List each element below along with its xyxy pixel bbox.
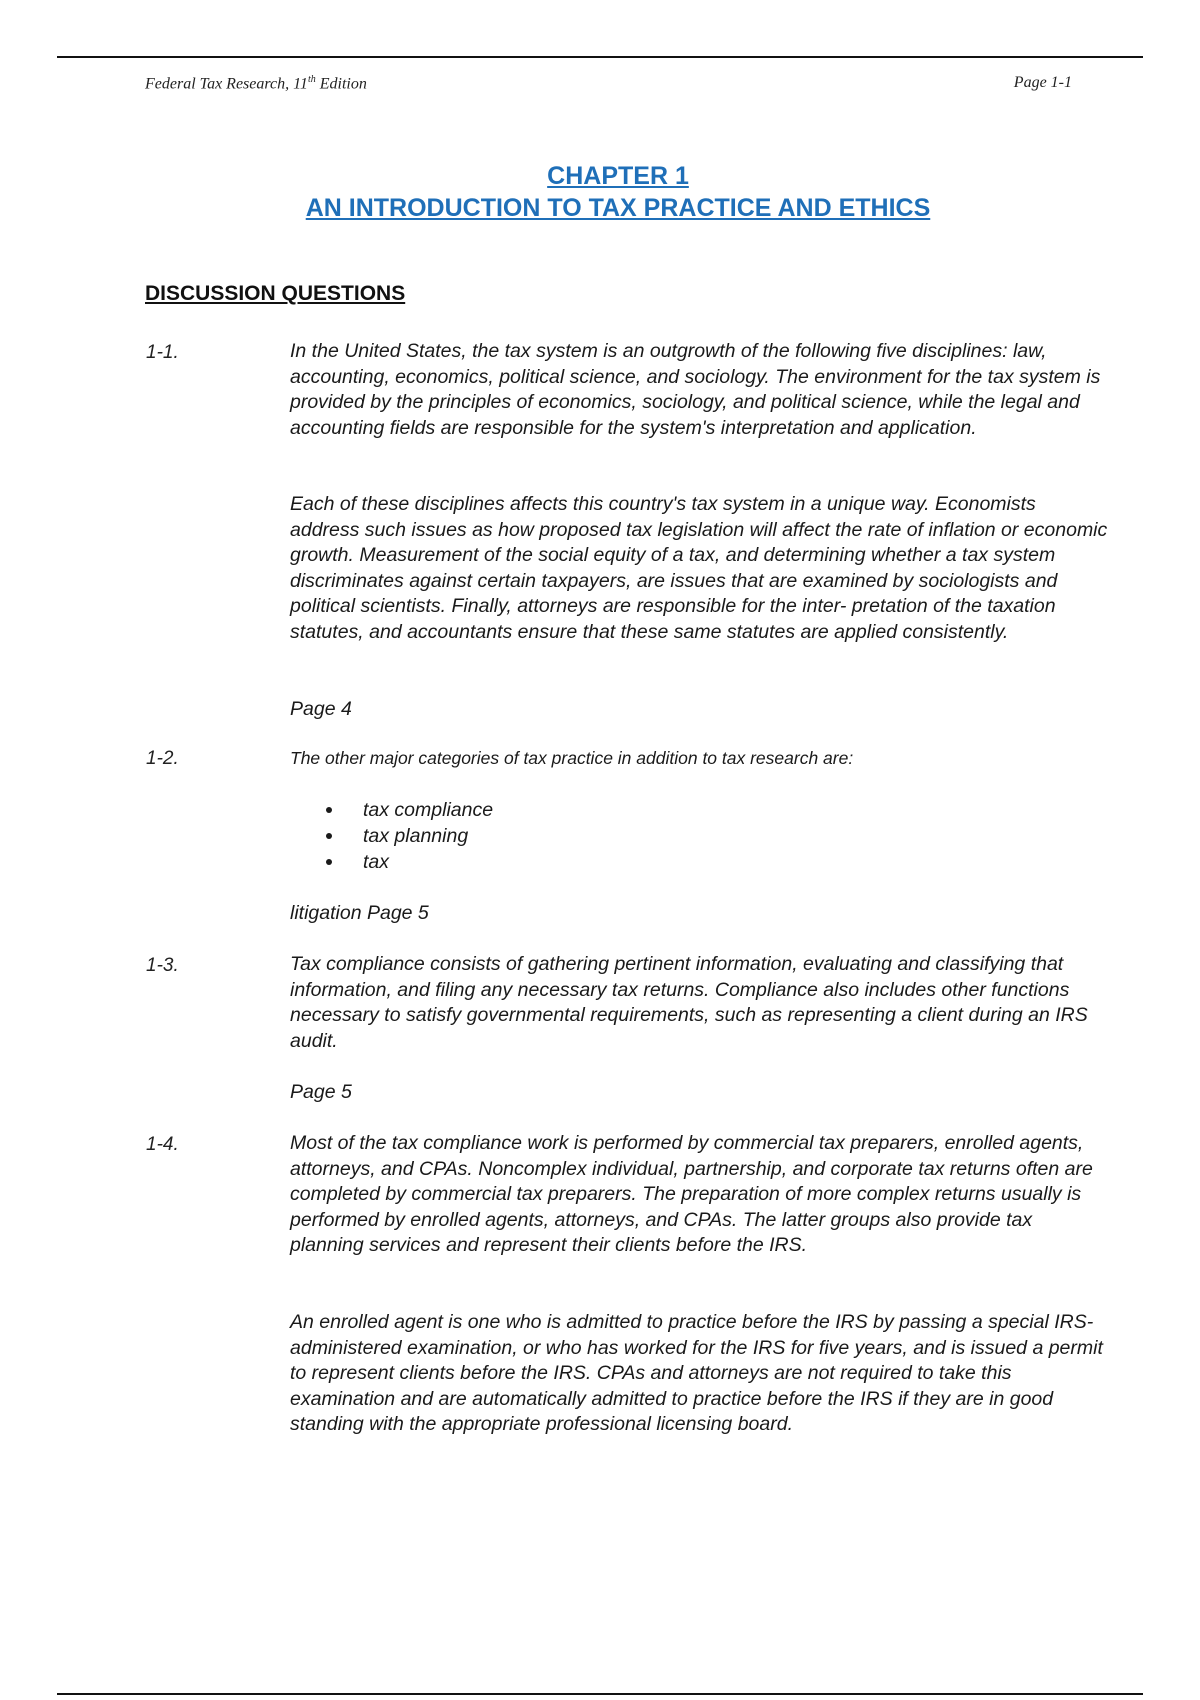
question-1-1-paragraph-2: Each of these disciplines affects this country's tax system in a unique way. Economists address such issues as how proposed tax legislation will affect the rate of inflation or economic growth. Measurement of the social equity of a tax, and determining whether a tax system discriminates against certain taxpayers, are issues that are examined by sociologists and political scientists. Finally, attorneys are responsible for the inter- pretation of the taxation statutes, and accountants ensure that these same statutes are applied consistently. (290, 493, 1108, 643)
running-header-book-title (145, 74, 367, 93)
bullet-text: tax (363, 851, 390, 873)
question-1-3-page-ref: Page 5 (290, 1081, 352, 1103)
question-1-2-page-ref: litigation Page 5 (290, 902, 429, 924)
top-rule (57, 56, 1143, 58)
list-item (290, 797, 493, 823)
question-1-2-bullet-list (290, 797, 493, 875)
section-heading: DISCUSSION QUESTIONS (145, 282, 406, 305)
bullet-dot-icon (326, 859, 332, 865)
bullet-text: tax compliance (363, 799, 494, 821)
bullet-dot-icon (326, 833, 332, 839)
book-title-sup: th (307, 74, 316, 85)
question-1-4-paragraph-1: Most of the tax compliance work is performed by commercial tax preparers, enrolled agents, attorneys, and CPAs. Noncomplex individual, partnership, and corporate tax returns often are completed by commercial tax preparers. The preparation of more complex returns usually is performed by enrolled agents, attorneys, and CPAs. The latter groups also provide tax planning services and represent their clients before the IRS. (290, 1132, 1093, 1256)
question-number-1-1: 1-1. (146, 342, 179, 363)
bullet-dot-icon (326, 807, 332, 813)
question-number-1-4: 1-4. (146, 1134, 179, 1155)
book-title-text: Federal Tax Research, 11 (145, 75, 308, 93)
question-number-1-3: 1-3. (146, 955, 179, 976)
bottom-rule (57, 1693, 1143, 1695)
question-1-1-paragraph-1: In the United States, the tax system is an outgrowth of the following five disciplines: law, accounting, economics, political science, and sociology. The environment for the tax system is provided by the principles of economics, sociology, and political science, while the legal and accounting fields are responsible for the system's interpretation and application. (290, 340, 1101, 439)
question-1-4-paragraph-2: An enrolled agent is one who is admitted to practice before the IRS by passing a special IRS-administered examination, or who has worked for the IRS for five years, and is issued a permit to represent clients before the IRS. CPAs and attorneys are not required to take this examination and are automatically admitted to practice before the IRS if they are in good standing with the appropriate professional licensing board. (290, 1311, 1103, 1435)
question-1-1-page-ref: Page 4 (290, 698, 352, 720)
chapter-number[interactable]: CHAPTER 1 (547, 162, 689, 190)
book-title-suffix: Edition (315, 75, 367, 93)
question-1-2-intro: The other major categories of tax practice in addition to tax research are: (290, 748, 854, 768)
chapter-title[interactable]: AN INTRODUCTION TO TAX PRACTICE AND ETHICS (305, 194, 931, 222)
list-item (290, 823, 493, 849)
question-number-1-2: 1-2. (146, 748, 179, 769)
bullet-text: tax planning (363, 825, 469, 847)
list-item (290, 849, 493, 875)
question-1-3-paragraph-1: Tax compliance consists of gathering pertinent information, evaluating and classifying that information, and filing any necessary tax returns. Compliance also includes other functions necessary to satisfy governmental requirements, such as representing a client during an IRS audit. (290, 953, 1088, 1052)
running-header-page: Page 1-1 (1013, 74, 1072, 91)
